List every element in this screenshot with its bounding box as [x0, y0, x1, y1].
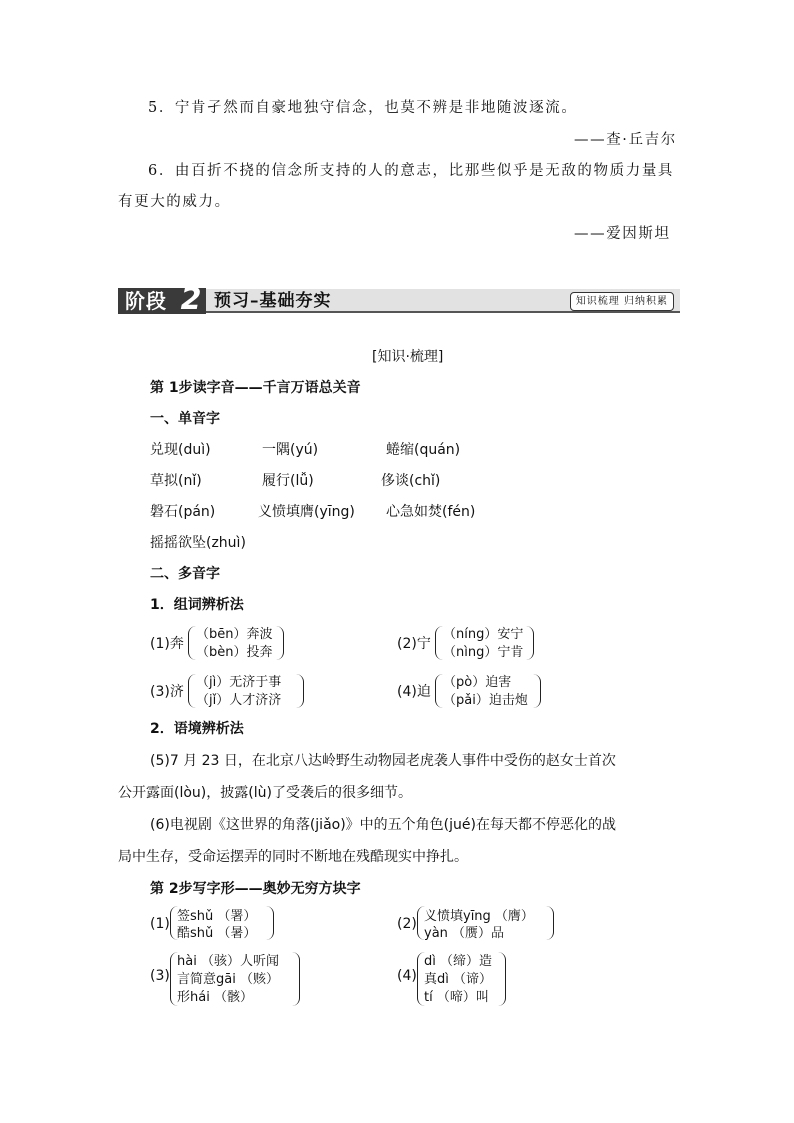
group-line: （pǎi）迫击炮 [443, 693, 528, 708]
single-item: 义愤填膺(yīng) [258, 504, 355, 520]
group-line: （pò）迫害 [443, 675, 512, 690]
paragraph-5-line1: (5)7 月 23 日，在北京八达岭野生动物园老虎袭人事件中受伤的赵女士首次 [150, 753, 616, 769]
banner-tag: 阶段 [125, 289, 167, 313]
method2-title: 2．语境辨析法 [150, 721, 244, 737]
paragraph-5-line2: 公开露面(lòu)，披露(lù)了受袭后的很多细节。 [118, 785, 412, 801]
single-item: 履行(lǚ) [262, 473, 314, 489]
quote-5: 5．宁肯孑然而自豪地独守信念，也莫不辨是非地随波逐流。 [148, 100, 578, 116]
group-line: （níng）安宁 [443, 627, 524, 642]
group-line: 义愤填yīng （膺） [424, 909, 534, 924]
single-item: 心急如焚(fén) [386, 504, 476, 520]
left-brace [435, 674, 443, 708]
multi-heading: 二、多音字 [150, 566, 220, 582]
left-brace [435, 626, 443, 660]
group-label: (4) [397, 968, 417, 984]
group-line: 签shǔ （署） [177, 909, 257, 924]
right-brace [546, 906, 554, 940]
group-line: （nìng）宁肯 [443, 645, 524, 660]
single-item: 摇摇欲坠(zhuì) [150, 535, 246, 551]
group-label: (1)奔 [150, 636, 184, 652]
section-heading: [知识·梳理] [372, 349, 444, 365]
banner-number: 2 [180, 282, 202, 317]
single-item: 侈谈(chǐ) [381, 473, 441, 489]
single-heading: 一、单音字 [150, 411, 220, 427]
single-item: 一隅(yú) [262, 442, 319, 458]
quote-6-line1: 6．由百折不挠的信念所支持的人的意志，比那些似乎是无敌的物质力量具 [148, 163, 675, 179]
group-line: 形hái （骸） [177, 990, 253, 1005]
single-item: 蜷缩(quán) [386, 442, 461, 458]
paragraph-6-line2: 局中生存，受命运摆弄的同时不断地在残酷现实中挣扎。 [118, 849, 468, 865]
stage-banner [118, 282, 680, 317]
quote-6-author: ——爱因斯坦 [574, 226, 671, 242]
left-brace [188, 626, 196, 660]
group-line: 言简意gāi （赅） [177, 972, 279, 987]
right-brace [533, 674, 541, 708]
group-label: (3)济 [150, 684, 184, 700]
banner-title: 预习–基础夯实 [214, 291, 332, 311]
group-line: （jǐ）人才济济 [196, 693, 282, 708]
group-line: dì （缔）造 [424, 954, 492, 969]
group-line: tí （啼）叫 [424, 990, 489, 1005]
group-line: 酷shǔ （暑） [177, 926, 257, 941]
single-item: 磐石(pán) [150, 504, 216, 520]
quote-5-author: ——查·丘吉尔 [574, 132, 677, 148]
group-label: (1) [150, 916, 170, 932]
right-brace [292, 952, 300, 1006]
step2-title: 第 2步写字形——奥妙无穷方块字 [150, 881, 361, 897]
paragraph-6-line1: (6)电视剧《这世界的角落(jiǎo)》中的五个角色(jué)在每天都不停恶化的战 [150, 817, 616, 833]
group-label: (3) [150, 968, 170, 984]
right-brace [276, 626, 284, 660]
group-line: （bèn）投奔 [196, 645, 273, 660]
step1-title: 第 1步读字音——千言万语总关音 [150, 380, 361, 396]
quote-6-line2: 有更大的威力。 [118, 194, 231, 210]
group-line: （bēn）奔波 [196, 627, 273, 642]
group-line: hài （骇）人听闻 [177, 954, 279, 969]
right-brace [526, 626, 534, 660]
group-line: 真dì （谛） [424, 972, 492, 987]
group-label: (4)迫 [397, 684, 431, 700]
banner-pill: 知识梳理 归纳积累 [570, 292, 674, 311]
single-item: 兑现(duì) [150, 442, 211, 458]
single-item: 草拟(nǐ) [150, 473, 202, 489]
left-brace [188, 674, 196, 708]
right-brace [266, 906, 274, 940]
group-label: (2)宁 [397, 636, 431, 652]
group-label: (2) [397, 916, 417, 932]
group-line: yàn （赝）品 [424, 926, 505, 941]
right-brace [296, 674, 304, 708]
method1-title: 1．组词辨析法 [150, 597, 244, 613]
right-brace [498, 952, 506, 1006]
group-line: （jì）无济于事 [196, 675, 282, 690]
